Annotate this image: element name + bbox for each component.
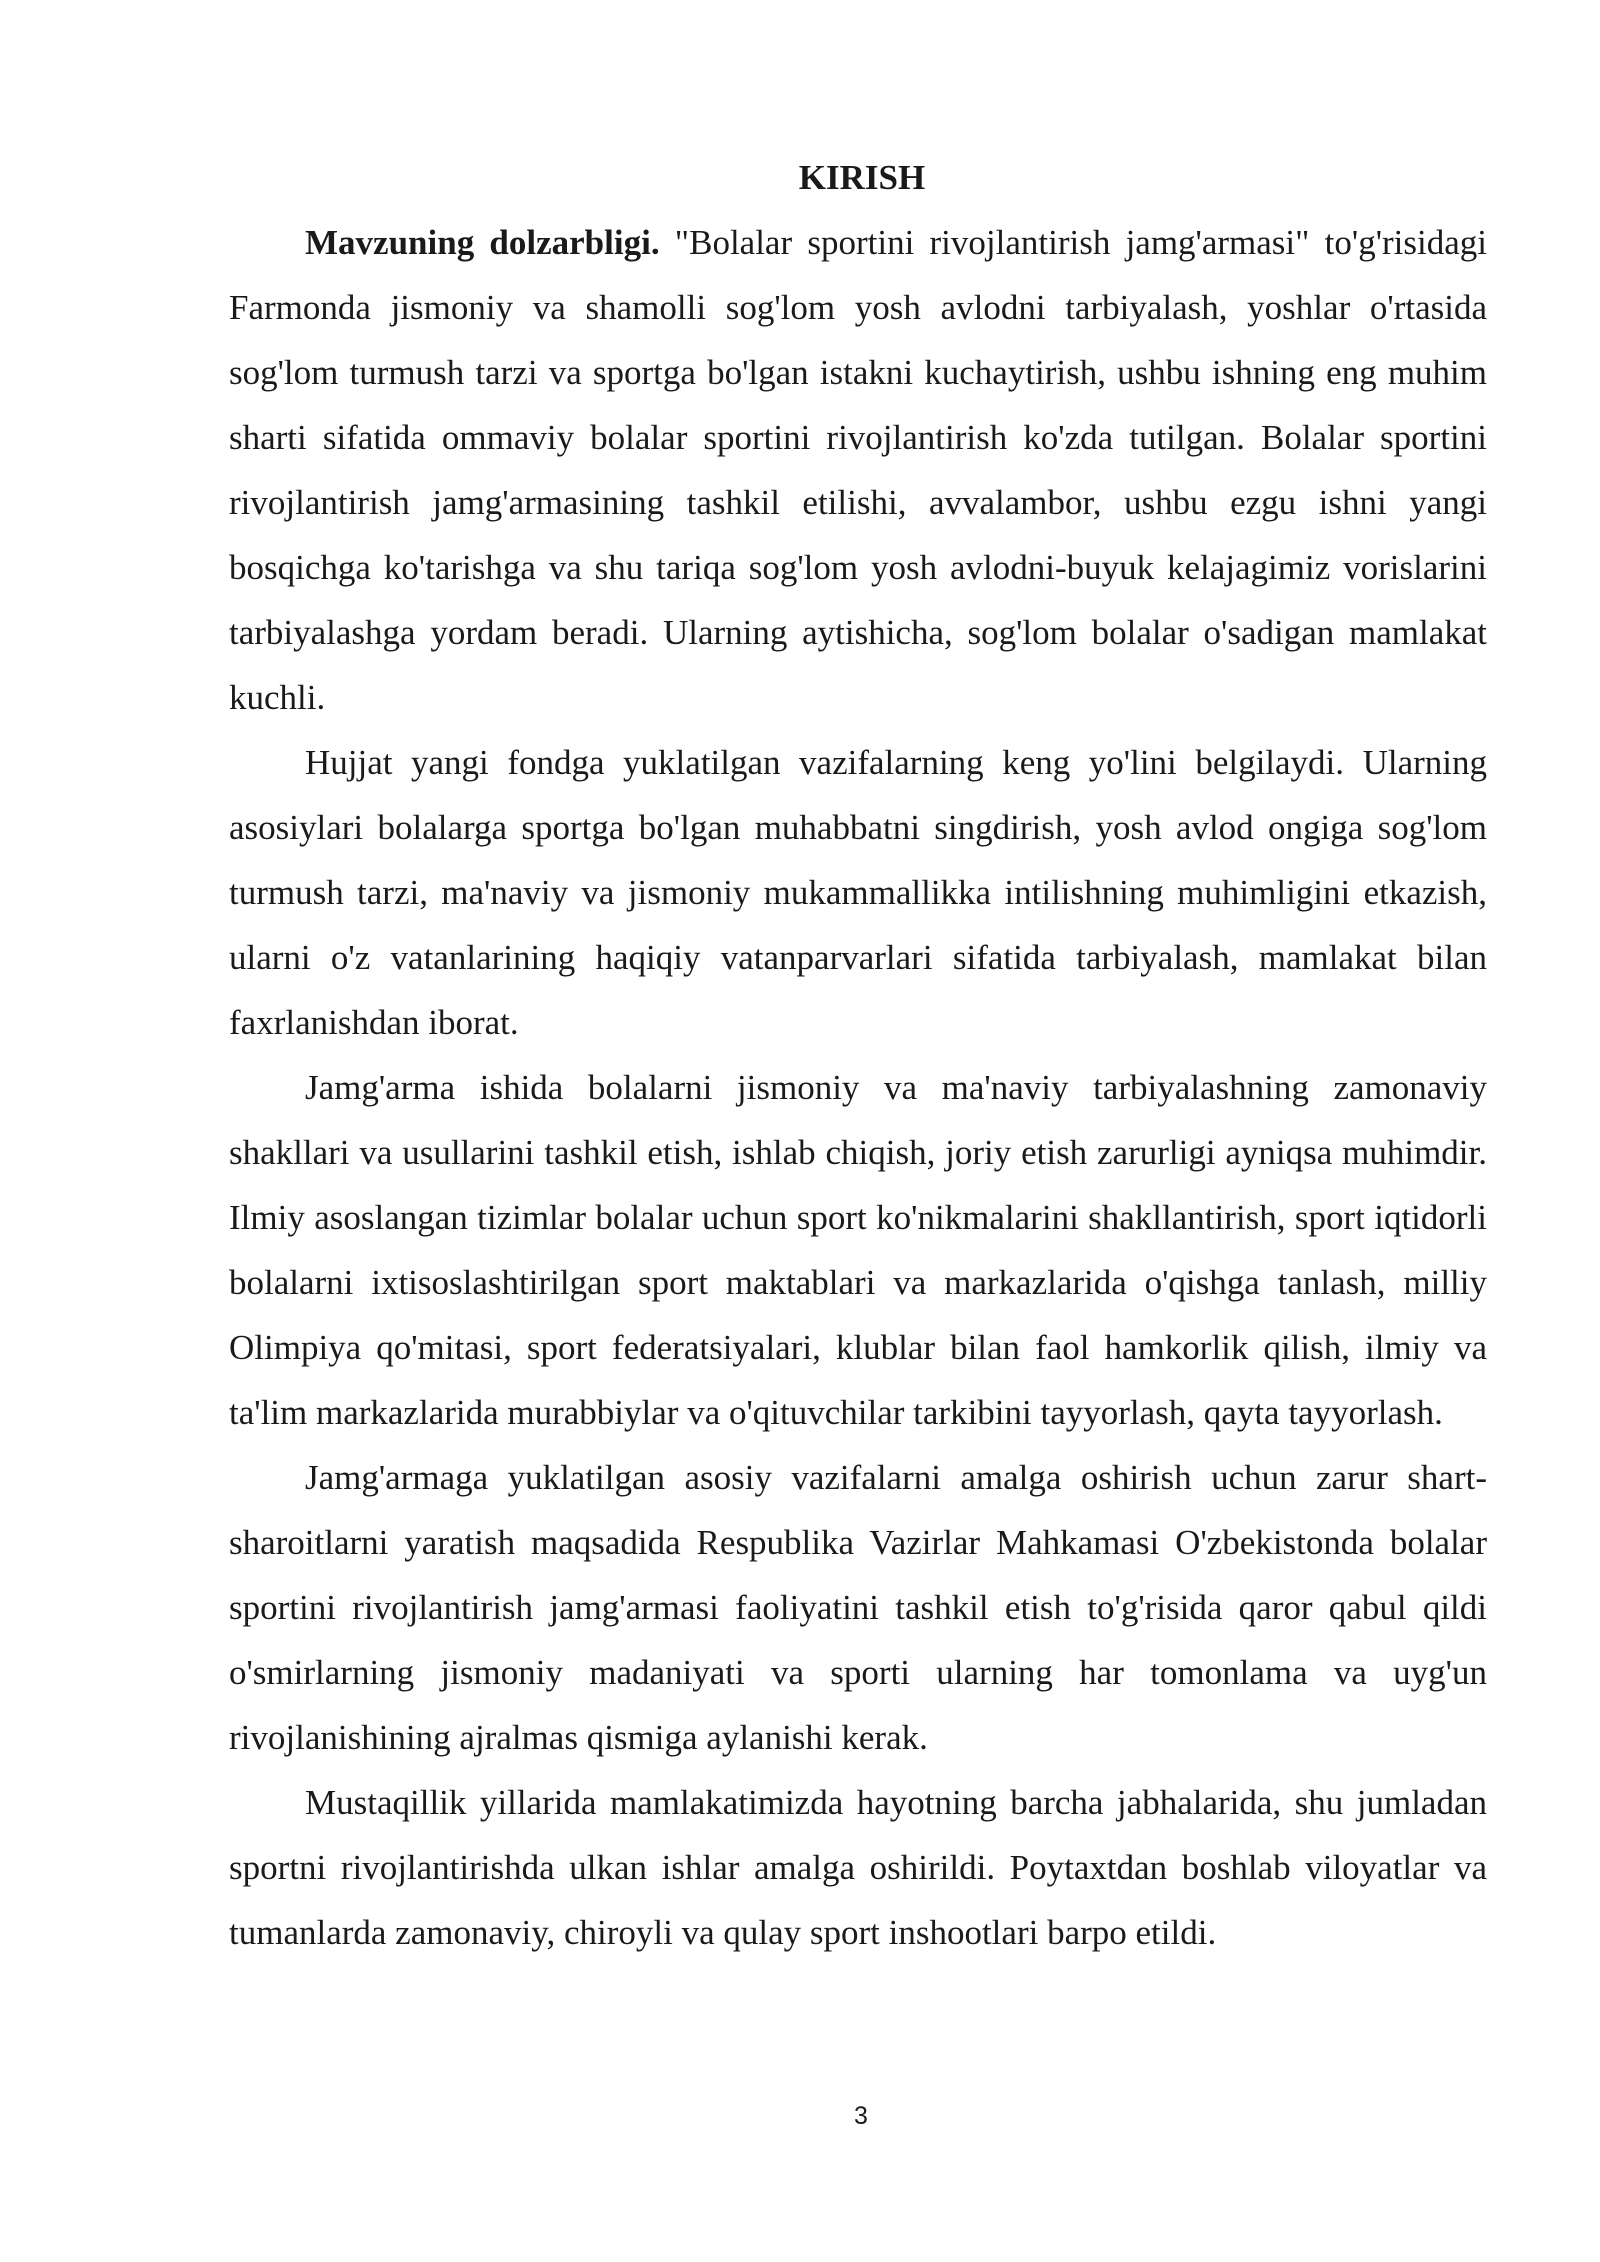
page-number: 3	[854, 2102, 868, 2130]
paragraph-2: Hujjat yangi fondga yuklatilgan vazifalarning keng yo'lini belgilaydi. Ularning asosiylari bolalarga sportga bo'lgan muhabbatni singdirish, yosh avlod ongiga sog'lom turmush tarzi, ma'naviy va jismoniy mukammallikka intilishning muhimligini etkazish, ularni o'z vatanlarining haqiqiy vatanparvarlari sifatida tarbiyalash, mamlakat bilan faxrlanishdan iborat.	[229, 743, 1487, 1042]
page-title: KIRISH	[798, 158, 926, 197]
document-body	[229, 145, 1487, 1965]
paragraph-lead: Mavzuning dolzarbligi.	[305, 223, 660, 262]
paragraph-1	[229, 210, 1487, 730]
paragraph-text: "Bolalar sportini rivojlantirish jamg'armasi" to'g'risidagi Farmonda jismoniy va shamolli sog'lom yosh avlodni tarbiyalash, yoshlar o'rtasida sog'lom turmush tarzi va sportga bo'lgan istakni kuchaytirish, ushbu ishning eng muhim sharti sifatida ommaviy bolalar sportini rivojlantirish ko'zda tutilgan. Bolalar sportini rivojlantirish jamg'armasining tashkil etilishi, avvalambor, ushbu ezgu ishni yangi bosqichga ko'tarishga va shu tariqa sog'lom yosh avlodni-buyuk kelajagimiz vorislarini tarbiyalashga yordam beradi. Ularning aytishicha, sog'lom bolalar o'sadigan mamlakat kuchli.	[229, 223, 1487, 717]
paragraph-4: Jamg'armaga yuklatilgan asosiy vazifalarni amalga oshirish uchun zarur shart-sharoitlarni yaratish maqsadida Respublika Vazirlar Mahkamasi O'zbekistonda bolalar sportini rivojlantirish jamg'armasi faoliyatini tashkil etish to'g'risida qaror qabul qildi o'smirlarning jismoniy madaniyati va sporti ularning har tomonlama va uyg'un rivojlanishining ajralmas qismiga aylanishi kerak.	[229, 1458, 1487, 1757]
paragraph-3: Jamg'arma ishida bolalarni jismoniy va ma'naviy tarbiyalashning zamonaviy shakllari va usullarini tashkil etish, ishlab chiqish, joriy etish zarurligi ayniqsa muhimdir. Ilmiy asoslangan tizimlar bolalar uchun sport ko'nikmalarini shakllantirish, sport iqtidorli bolalarni ixtisoslashtirilgan sport maktablari va markazlarida o'qishga tanlash, milliy Olimpiya qo'mitasi, sport federatsiyalari, klublar bilan faol hamkorlik qilish, ilmiy va ta'lim markazlarida murabbiylar va o'qituvchilar tarkibini tayyorlash, qayta tayyorlash.	[229, 1068, 1487, 1432]
paragraph-5: Mustaqillik yillarida mamlakatimizda hayotning barcha jabhalarida, shu jumladan sportni rivojlantirishda ulkan ishlar amalga oshirildi. Poytaxtdan boshlab viloyatlar va tumanlarda zamonaviy, chiroyli va qulay sport inshootlari barpo etildi.	[229, 1783, 1487, 1952]
